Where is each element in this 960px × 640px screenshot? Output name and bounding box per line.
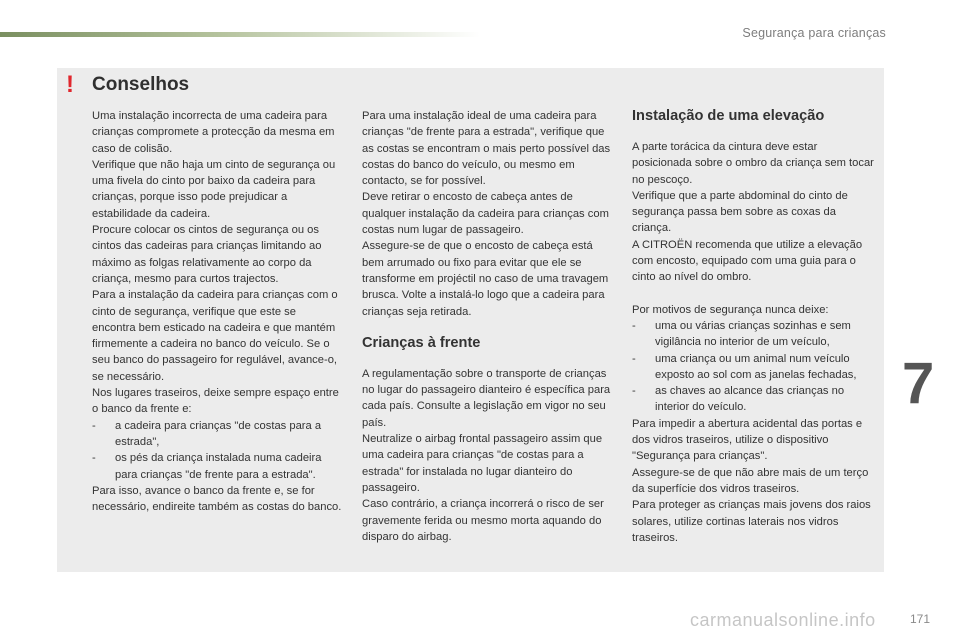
column-1 (92, 108, 342, 515)
paragraph: Caso contrário, a criança incorrerá o risco de ser gravemente ferida ou mesmo morta aquando do disparo do airbag. (362, 498, 604, 543)
section-heading-booster: Instalação de uma elevação (632, 108, 825, 124)
paragraph: Procure colocar os cintos de segurança ou os cintos das cadeiras para crianças limitando ao máximo as folgas relativamente ao corpo da criança, mesmo para curtos trajectos. (92, 224, 322, 285)
paragraph: Para isso, avance o banco da frente e, se for necessário, endireite também as costas do banco. (92, 484, 342, 514)
page-number: 171 (910, 612, 931, 626)
paragraph: Para a instalação da cadeira para crianças com o cinto de segurança, verifique que este se encontra bem esticado na cadeira e que mantém firmemente a cadeira no banco do veículo. Se o seu banco do passageiro for regulável, avance-o, se necessário. (92, 289, 338, 383)
watermark: carmanualsonline.info (690, 610, 876, 630)
paragraph: Neutralize o airbag frontal passageiro assim que uma cadeira para crianças "de costas para a estrada" for instalada no lugar dianteiro do passageiro. (362, 433, 603, 494)
list-item: - uma criança ou um animal num veículo exposto ao sol com as janelas fechadas, (632, 352, 857, 381)
paragraph: A regulamentação sobre o transporte de crianças no lugar do passageiro dianteiro é específica para cada país. Consulte a legislação em vigor no seu país. (362, 367, 611, 429)
section-heading-front: Crianças à frente (362, 334, 481, 351)
paragraph: Para impedir a abertura acidental das portas e dos vidros traseiros, utilize o dispositivo "Segurança para crianças". (632, 417, 863, 463)
paragraph: Verifique que não haja um cinto de segurança ou uma fivela do cinto por baixo da cadeira para crianças, porque isso pode prejudicar a estabilidade da cadeira. (92, 158, 336, 220)
paragraph: Assegure-se de que o encosto de cabeça está bem arrumado ou fixo para evitar que ele se transforme em projéctil no caso de uma travagem brusca. Volte a instalá-lo logo que a cadeira para crianças seja retirada. (362, 240, 609, 318)
paragraph: Deve retirar o encosto de cabeça antes de qualquer instalação da cadeira para crianças com costas num lugar de passageiro. (362, 191, 609, 237)
list-item: - os pés da criança instalada numa cadeira para crianças "de frente para a estrada". (92, 452, 322, 481)
list-item: - a cadeira para crianças "de costas para a estrada", (92, 419, 322, 448)
paragraph: Verifique que a parte abdominal do cinto de segurança passa bem sobre as coxas da criança. (632, 189, 848, 235)
paragraph: Assegure-se de que não abre mais de um terço da superfície dos vidros traseiros. (632, 466, 869, 495)
column-2 (362, 108, 612, 545)
paragraph: A parte torácica da cintura deve estar posicionada sobre o ombro da criança sem tocar no pescoço. (632, 141, 874, 186)
list-item: - as chaves ao alcance das crianças no interior do veículo. (632, 385, 845, 414)
header-accent-bar (0, 32, 480, 37)
paragraph: Por motivos de segurança nunca deixe: (632, 303, 829, 316)
panel-title: Conselhos (92, 74, 190, 95)
exclamation-icon: ! (66, 71, 74, 98)
paragraph: Para proteger as crianças mais jovens dos raios solares, utilize cortinas laterais nos vidros traseiros. (632, 499, 871, 544)
column-3 (632, 107, 878, 546)
section-title: Segurança para crianças (742, 26, 886, 40)
paragraph: Nos lugares traseiros, deixe sempre espaço entre o banco da frente e: (92, 387, 339, 416)
paragraph: Para uma instalação ideal de uma cadeira para crianças "de frente para a estrada", verifique que as costas se encontram o mais perto possível das costas do banco do veículo, ou mesmo em contacto, se for possível. (362, 110, 611, 188)
paragraph: Uma instalação incorrecta de uma cadeira para crianças compromete a protecção da mesma em caso de colisão. (92, 110, 335, 155)
paragraph: A CITROËN recomenda que utilize a elevação com encosto, equipado com uma guia para o cinto ao nível do ombro. (632, 238, 863, 284)
list-item: - uma ou várias crianças sozinhas e sem vigilância no interior de um veículo, (632, 319, 851, 349)
chapter-number: 7 (902, 351, 935, 416)
